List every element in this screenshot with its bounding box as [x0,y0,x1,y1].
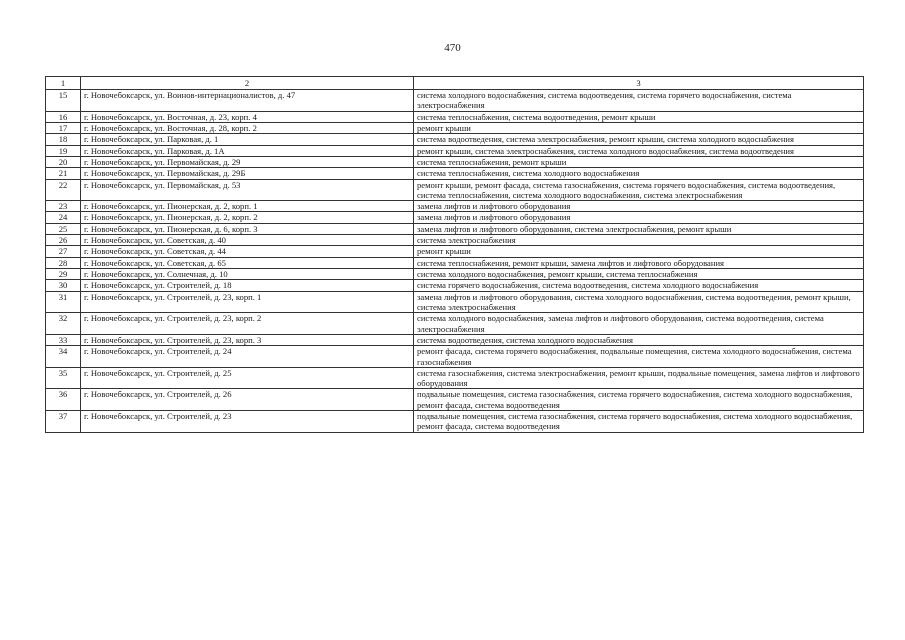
works-cell: система холодного водоснабжения, замена лифтов и лифтового оборудования, система водоотведения, система электроснабжения [414,313,864,335]
table-row [46,201,864,212]
address-cell: г. Новочебоксарск, ул. Строителей, д. 25 [81,367,414,389]
table-row [46,156,864,167]
row-number-cell: 32 [46,313,81,335]
row-number-cell: 25 [46,223,81,234]
table-header [46,77,864,90]
row-number-cell: 17 [46,122,81,133]
table-row [46,145,864,156]
row-number-cell: 18 [46,134,81,145]
row-number-cell: 29 [46,269,81,280]
row-number-cell: 15 [46,90,81,112]
row-number-cell: 34 [46,346,81,368]
table-row [46,269,864,280]
works-cell: ремонт фасада, система горячего водоснабжения, подвальные помещения, система холодного водоснабжения, система газоснабжения [414,346,864,368]
table-body [46,90,864,433]
address-cell: г. Новочебоксарск, ул. Строителей, д. 23 [81,411,414,433]
works-cell: система холодного водоснабжения, ремонт крыши, система теплоснабжения [414,269,864,280]
works-cell: система водоотведения, система электроснабжения, ремонт крыши, система холодного водоснабжения [414,134,864,145]
works-cell: система теплоснабжения, система водоотведения, ремонт крыши [414,111,864,122]
table-row [46,280,864,291]
address-cell: г. Новочебоксарск, ул. Строителей, д. 18 [81,280,414,291]
works-cell: подвальные помещения, система газоснабжения, система горячего водоснабжения, система холодного водоснабжения, ремонт фасада, система водоотведения [414,411,864,433]
table-row [46,257,864,268]
table-row [46,223,864,234]
address-cell: г. Новочебоксарск, ул. Парковая, д. 1 [81,134,414,145]
table-row [46,313,864,335]
row-number-cell: 21 [46,168,81,179]
table-row [46,168,864,179]
address-cell: г. Новочебоксарск, ул. Строителей, д. 26 [81,389,414,411]
works-cell: система газоснабжения, система электроснабжения, ремонт крыши, подвальные помещения, замена лифтов и лифтового оборудования [414,367,864,389]
row-number-cell: 23 [46,201,81,212]
row-number-cell: 27 [46,246,81,257]
works-cell: система теплоснабжения, ремонт крыши, замена лифтов и лифтового оборудования [414,257,864,268]
address-cell: г. Новочебоксарск, ул. Первомайская, д. 53 [81,179,414,201]
row-number-cell: 31 [46,291,81,313]
table-row [46,334,864,345]
address-cell: г. Новочебоксарск, ул. Советская, д. 44 [81,246,414,257]
address-cell: г. Новочебоксарск, ул. Строителей, д. 23, корп. 2 [81,313,414,335]
table-row [46,179,864,201]
address-cell: г. Новочебоксарск, ул. Первомайская, д. 29 [81,156,414,167]
address-cell: г. Новочебоксарск, ул. Восточная, д. 23, корп. 4 [81,111,414,122]
works-cell: система теплоснабжения, система холодного водоснабжения [414,168,864,179]
address-cell: г. Новочебоксарск, ул. Строителей, д. 23, корп. 3 [81,334,414,345]
table-row [46,134,864,145]
address-cell: г. Новочебоксарск, ул. Воинов-интернационалистов, д. 47 [81,90,414,112]
table-row [46,411,864,433]
address-cell: г. Новочебоксарск, ул. Пионерская, д. 2, корп. 2 [81,212,414,223]
row-number-cell: 33 [46,334,81,345]
works-cell: система электроснабжения [414,235,864,246]
works-table [45,76,864,433]
works-cell: система горячего водоснабжения, система водоотведения, система холодного водоснабжения [414,280,864,291]
table-row [46,367,864,389]
address-cell: г. Новочебоксарск, ул. Советская, д. 65 [81,257,414,268]
works-cell: ремонт крыши, ремонт фасада, система газоснабжения, система горячего водоснабжения, система водоотведения, система теплоснабжения, система холодного водоснабжения, система электроснабжения [414,179,864,201]
works-cell: замена лифтов и лифтового оборудования, система электроснабжения, ремонт крыши [414,223,864,234]
works-cell: замена лифтов и лифтового оборудования, система холодного водоснабжения, система водоотведения, ремонт крыши, система электроснабжения [414,291,864,313]
table-row [46,235,864,246]
address-cell: г. Новочебоксарск, ул. Строителей, д. 24 [81,346,414,368]
address-cell: г. Новочебоксарск, ул. Восточная, д. 28, корп. 2 [81,122,414,133]
address-cell: г. Новочебоксарск, ул. Советская, д. 40 [81,235,414,246]
works-cell: система теплоснабжения, ремонт крыши [414,156,864,167]
works-cell: система холодного водоснабжения, система водоотведения, система горячего водоснабжения, система электроснабжения [414,90,864,112]
header-col-works: 3 [414,77,864,90]
header-col-address: 2 [81,77,414,90]
address-cell: г. Новочебоксарск, ул. Пионерская, д. 2, корп. 1 [81,201,414,212]
address-cell: г. Новочебоксарск, ул. Строителей, д. 23, корп. 1 [81,291,414,313]
works-cell: ремонт крыши, система электроснабжения, система холодного водоснабжения, система водоотведения [414,145,864,156]
works-cell: подвальные помещения, система газоснабжения, система горячего водоснабжения, система холодного водоснабжения, ремонт фасада, система водоотведения [414,389,864,411]
table-row [46,111,864,122]
works-cell: система водоотведения, система холодного водоснабжения [414,334,864,345]
table-row [46,246,864,257]
table-row [46,90,864,112]
row-number-cell: 20 [46,156,81,167]
table-row [46,212,864,223]
row-number-cell: 26 [46,235,81,246]
row-number-cell: 37 [46,411,81,433]
address-cell: г. Новочебоксарск, ул. Пионерская, д. 6, корп. 3 [81,223,414,234]
table-row [46,389,864,411]
row-number-cell: 19 [46,145,81,156]
works-cell: ремонт крыши [414,246,864,257]
row-number-cell: 36 [46,389,81,411]
table-row [46,122,864,133]
address-cell: г. Новочебоксарск, ул. Парковая, д. 1А [81,145,414,156]
row-number-cell: 35 [46,367,81,389]
page-number: 470 [444,42,461,54]
address-cell: г. Новочебоксарск, ул. Первомайская, д. 29Б [81,168,414,179]
table-row [46,346,864,368]
address-cell: г. Новочебоксарск, ул. Солнечная, д. 10 [81,269,414,280]
header-row [46,77,864,90]
table-row [46,291,864,313]
row-number-cell: 30 [46,280,81,291]
row-number-cell: 24 [46,212,81,223]
works-cell: замена лифтов и лифтового оборудования [414,212,864,223]
works-cell: замена лифтов и лифтового оборудования [414,201,864,212]
header-col-number: 1 [46,77,81,90]
works-cell: ремонт крыши [414,122,864,133]
row-number-cell: 16 [46,111,81,122]
row-number-cell: 28 [46,257,81,268]
row-number-cell: 22 [46,179,81,201]
